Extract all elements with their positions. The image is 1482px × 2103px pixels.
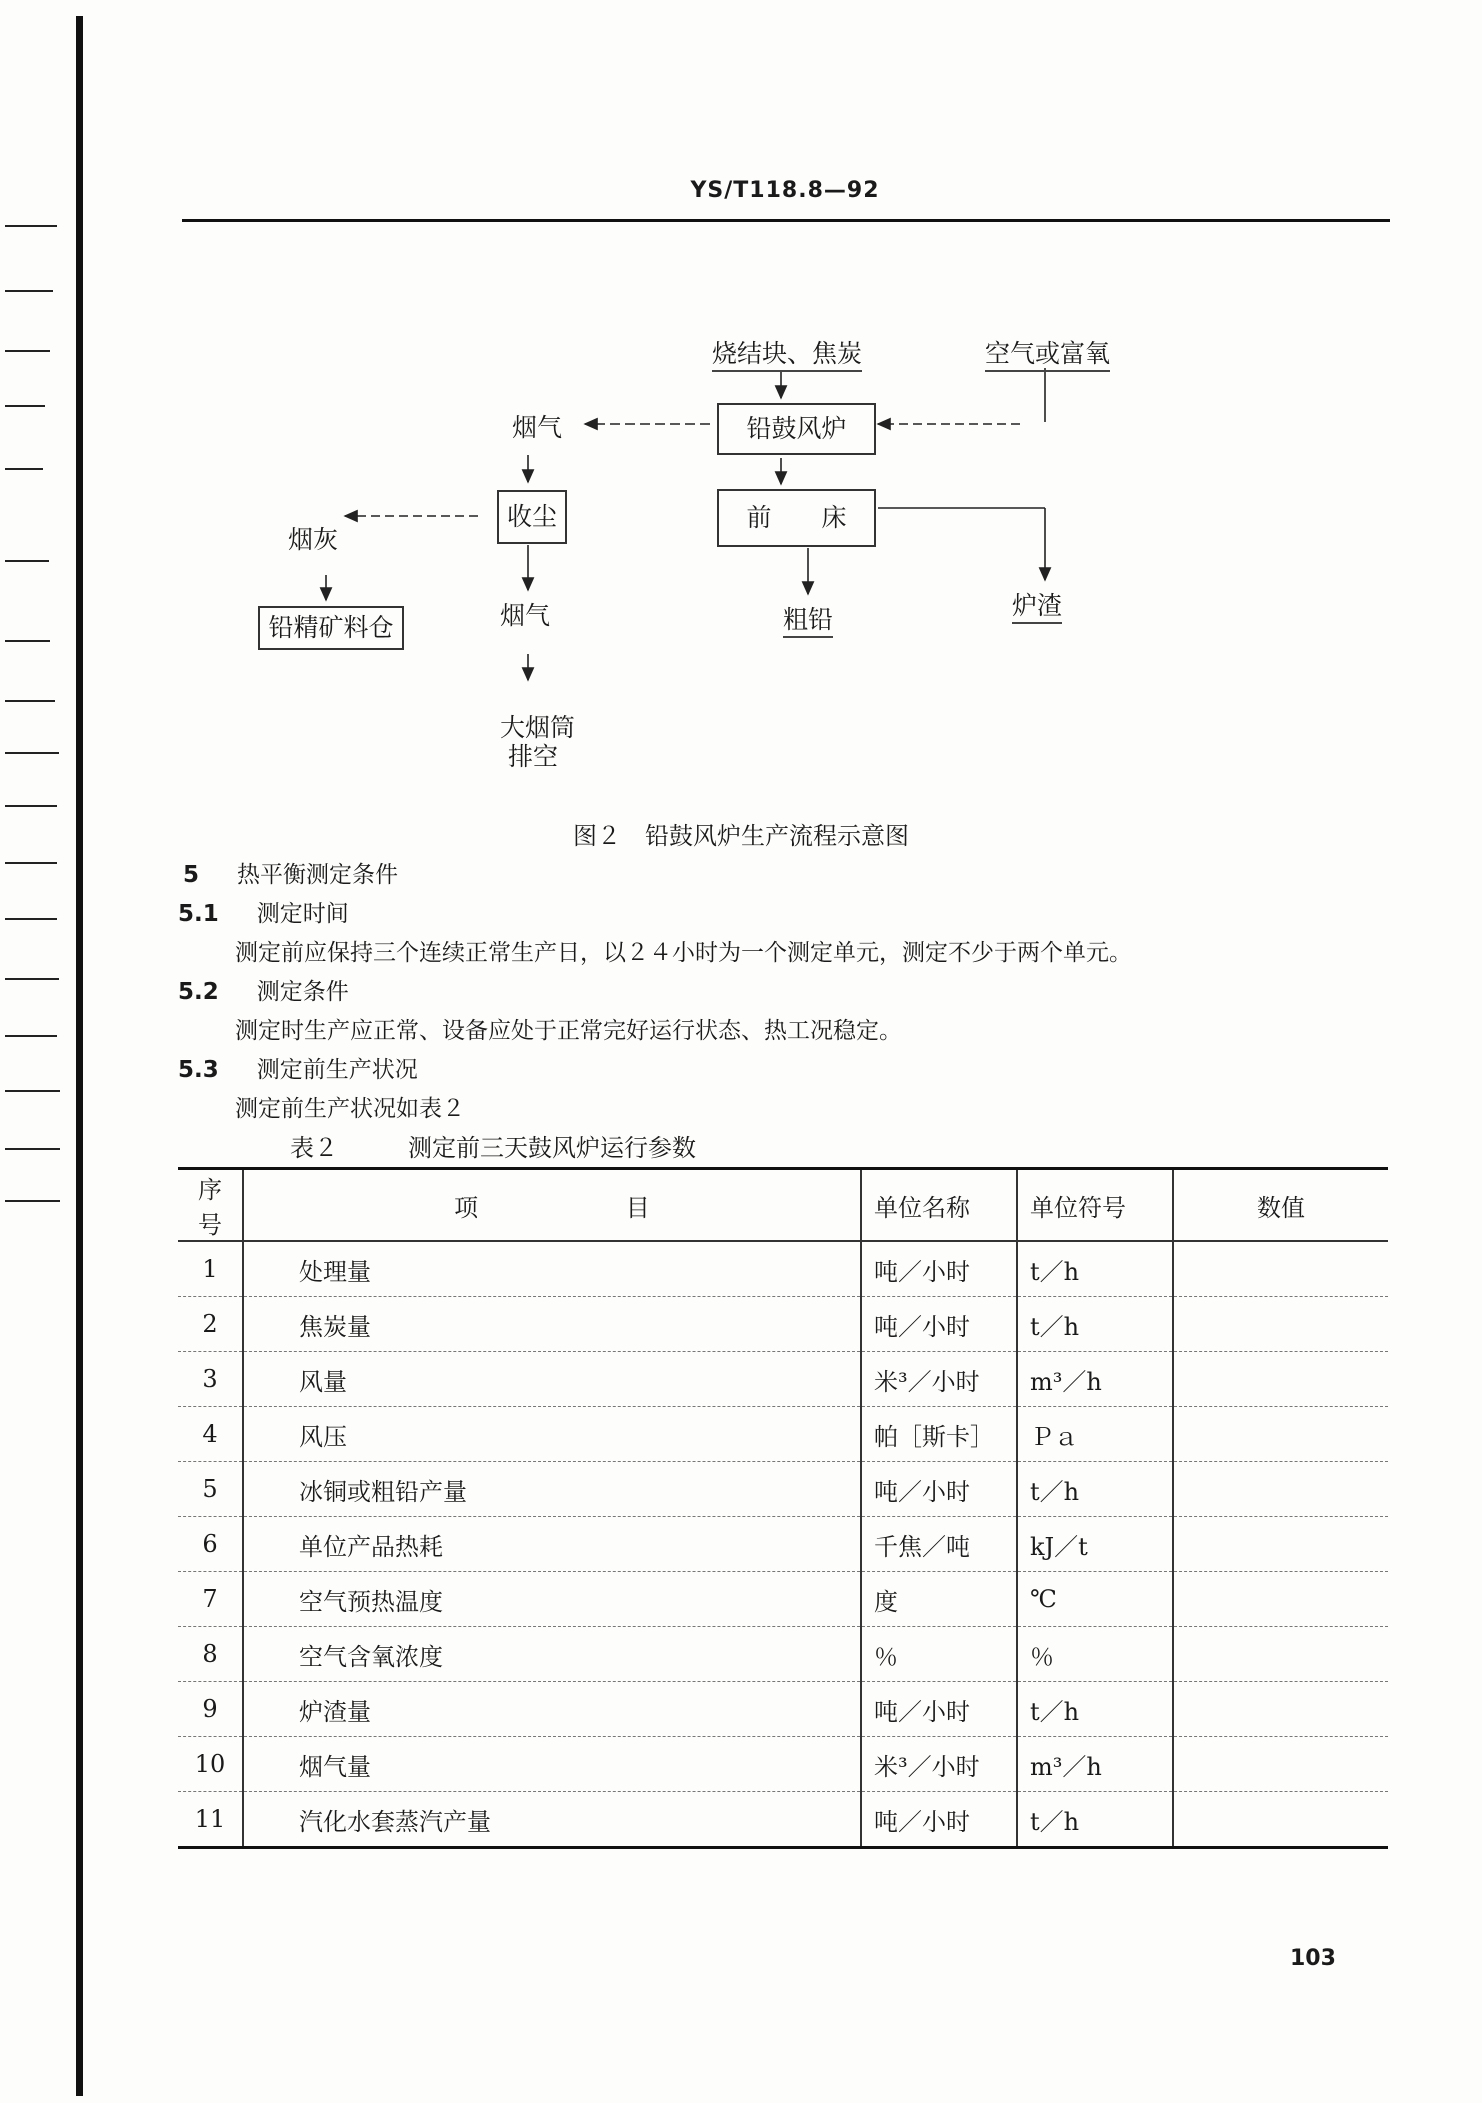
table-number: 表２ <box>290 1134 338 1162</box>
table-row <box>178 1407 1388 1462</box>
node-dust-collector: 收尘 <box>497 490 567 544</box>
row-no: 4 <box>178 1407 243 1462</box>
row-item: 风压 <box>243 1407 861 1462</box>
row-value <box>1173 1627 1388 1682</box>
row-value <box>1173 1682 1388 1737</box>
header-unit-name: 单位名称 <box>861 1169 1017 1242</box>
node-flue-dust: 烟灰 <box>288 525 339 554</box>
row-value <box>1173 1241 1388 1297</box>
table-caption <box>290 1128 696 1163</box>
table-row <box>178 1241 1388 1297</box>
section-5-2-heading <box>178 973 349 1006</box>
row-no: 1 <box>178 1241 243 1297</box>
table-row <box>178 1792 1388 1848</box>
row-unit-name: ％ <box>861 1627 1017 1682</box>
table-row <box>178 1517 1388 1572</box>
row-value <box>1173 1352 1388 1407</box>
row-value <box>1173 1462 1388 1517</box>
row-item: 空气含氧浓度 <box>243 1627 861 1682</box>
section-5-1-body: 测定前应保持三个连续正常生产日，以２４小时为一个测定单元，测定不少于两个单元。 <box>235 940 1132 966</box>
row-unit-name: 千焦／吨 <box>861 1517 1017 1572</box>
node-stack-line2: 排空 <box>508 742 559 771</box>
table-row <box>178 1572 1388 1627</box>
row-unit-symbol: t／h <box>1017 1682 1173 1737</box>
row-unit-symbol: ％ <box>1017 1627 1173 1682</box>
row-value <box>1173 1517 1388 1572</box>
section-title: 热平衡测定条件 <box>237 862 399 888</box>
row-unit-symbol: m³／h <box>1017 1737 1173 1792</box>
header-value: 数值 <box>1173 1169 1388 1242</box>
row-unit-symbol: t／h <box>1017 1462 1173 1517</box>
node-flue-gas-top: 烟气 <box>512 413 563 442</box>
node-air-or-oxygen: 空气或富氧 <box>985 334 1110 372</box>
table-header-row <box>178 1169 1388 1242</box>
row-no: 6 <box>178 1517 243 1572</box>
node-lead-concentrate-bin: 铅精矿料仓 <box>258 606 404 650</box>
row-value <box>1173 1297 1388 1352</box>
table-row <box>178 1627 1388 1682</box>
section-5-heading <box>183 856 398 889</box>
section-number: 5.1 <box>178 901 219 927</box>
row-item: 炉渣量 <box>243 1682 861 1737</box>
row-no: 8 <box>178 1627 243 1682</box>
row-value <box>1173 1572 1388 1627</box>
row-item: 烟气量 <box>243 1737 861 1792</box>
table-row <box>178 1297 1388 1352</box>
node-stack-line1: 大烟筒 <box>500 713 576 742</box>
section-number: 5.3 <box>178 1057 219 1083</box>
row-no: 3 <box>178 1352 243 1407</box>
row-item: 空气预热温度 <box>243 1572 861 1627</box>
row-item: 单位产品热耗 <box>243 1517 861 1572</box>
row-unit-name: 吨／小时 <box>861 1792 1017 1848</box>
row-value <box>1173 1407 1388 1462</box>
header-item: 项 目 <box>243 1169 861 1242</box>
node-flue-gas-bottom: 烟气 <box>500 601 551 630</box>
flow-connectors <box>0 0 1482 800</box>
section-5-1-heading <box>178 895 349 928</box>
row-unit-name: 吨／小时 <box>861 1241 1017 1297</box>
section-5-3-heading <box>178 1051 418 1084</box>
standard-code-header: YS/T118.8—92 <box>690 178 880 203</box>
row-item: 冰铜或粗铅产量 <box>243 1462 861 1517</box>
node-crude-lead: 粗铅 <box>783 600 833 638</box>
page-number: 103 <box>1290 1946 1336 1971</box>
section-number: 5.2 <box>178 979 219 1005</box>
row-unit-name: 米³／小时 <box>861 1352 1017 1407</box>
section-title: 测定时间 <box>256 901 349 927</box>
section-title: 测定条件 <box>256 979 349 1005</box>
header-unit-symbol: 单位符号 <box>1017 1169 1173 1242</box>
row-unit-symbol: t／h <box>1017 1241 1173 1297</box>
row-unit-name: 吨／小时 <box>861 1682 1017 1737</box>
row-unit-symbol: t／h <box>1017 1792 1173 1848</box>
row-unit-symbol: ℃ <box>1017 1572 1173 1627</box>
row-unit-symbol: t／h <box>1017 1297 1173 1352</box>
node-forehearth: 前 床 <box>717 489 876 547</box>
table-row <box>178 1462 1388 1517</box>
section-5-3-body: 测定前生产状况如表２ <box>235 1096 465 1122</box>
figure-caption: 图２ 铅鼓风炉生产流程示意图 <box>573 822 909 850</box>
row-no: 9 <box>178 1682 243 1737</box>
row-no: 2 <box>178 1297 243 1352</box>
row-unit-symbol: kJ／t <box>1017 1517 1173 1572</box>
row-unit-name: 米³／小时 <box>861 1737 1017 1792</box>
row-unit-name: 帕［斯卡］ <box>861 1407 1017 1462</box>
table-row <box>178 1682 1388 1737</box>
row-item: 处理量 <box>243 1241 861 1297</box>
row-unit-name: 吨／小时 <box>861 1462 1017 1517</box>
row-value <box>1173 1792 1388 1848</box>
row-no: 5 <box>178 1462 243 1517</box>
node-lead-blast-furnace: 铅鼓风炉 <box>717 403 876 455</box>
row-item: 风量 <box>243 1352 861 1407</box>
row-no: 7 <box>178 1572 243 1627</box>
row-unit-name: 度 <box>861 1572 1017 1627</box>
section-title: 测定前生产状况 <box>256 1057 418 1083</box>
table-row <box>178 1737 1388 1792</box>
section-5-2-body: 测定时生产应正常、设备应处于正常完好运行状态、热工况稳定。 <box>235 1018 902 1044</box>
row-no: 11 <box>178 1792 243 1848</box>
row-unit-symbol: m³／h <box>1017 1352 1173 1407</box>
row-no: 10 <box>178 1737 243 1792</box>
row-unit-symbol: Ｐａ <box>1017 1407 1173 1462</box>
row-item: 焦炭量 <box>243 1297 861 1352</box>
table-title: 测定前三天鼓风炉运行参数 <box>408 1134 696 1162</box>
table-row <box>178 1352 1388 1407</box>
node-charge: 烧结块、焦炭 <box>712 334 862 372</box>
operating-parameters-table <box>178 1167 1388 1849</box>
row-item: 汽化水套蒸汽产量 <box>243 1792 861 1848</box>
row-unit-name: 吨／小时 <box>861 1297 1017 1352</box>
row-value <box>1173 1737 1388 1792</box>
node-slag: 炉渣 <box>1012 586 1062 624</box>
header-no: 序号 <box>178 1169 243 1242</box>
section-number: 5 <box>183 862 200 888</box>
